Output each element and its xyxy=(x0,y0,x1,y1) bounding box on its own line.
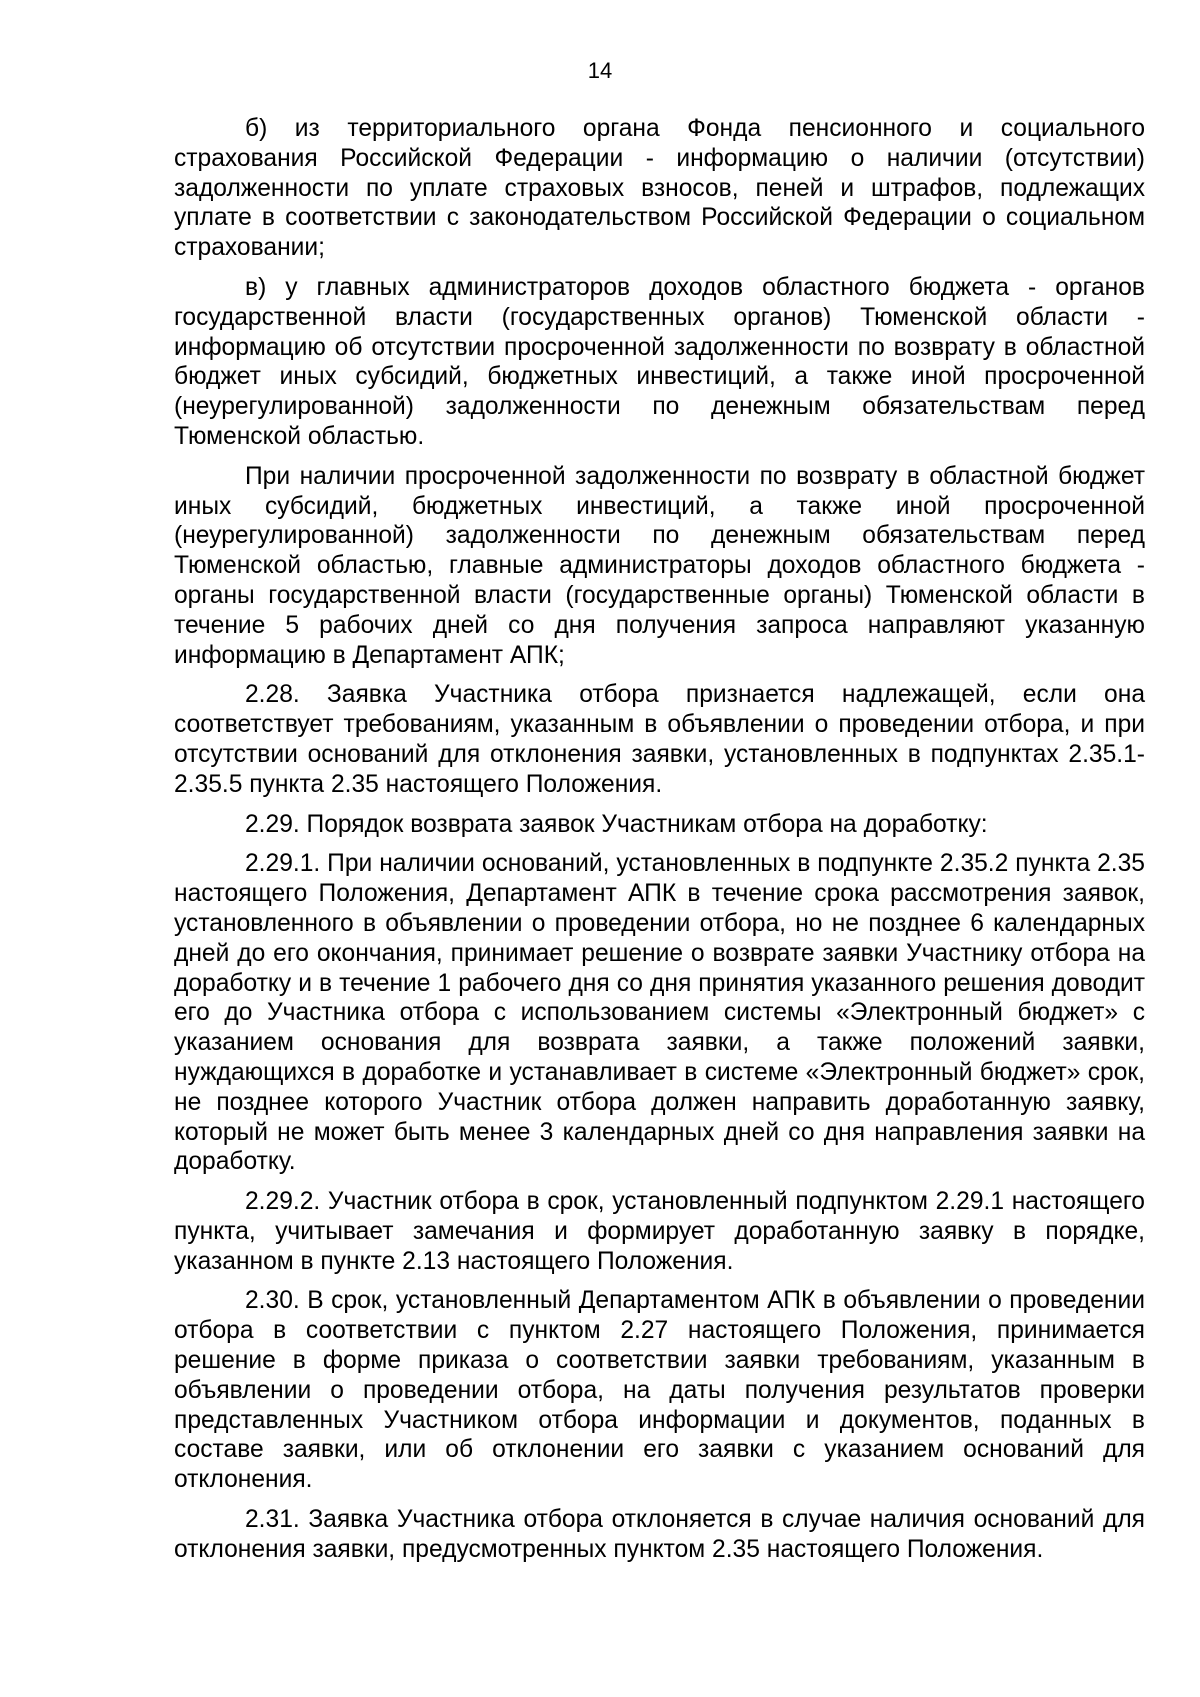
paragraph-2-29-1: 2.29.1. При наличии оснований, установленных в подпункте 2.35.2 пункта 2.35 настоящего Положения, Департамент АПК в течение срока рассмотрения заявок, установленного в объявлении о проведении отбора, но не позднее 6 календарных дней до его окончания, принимает решение о возврате заявки Участнику отбора на доработку и в течение 1 рабочего дня со дня принятия указанного решения доводит его до Участника отбора с использованием системы «Электронный бюджет» с указанием основания для возврата заявки, а также положений заявки, нуждающихся в доработке и устанавливает в системе «Электронный бюджет» срок, не позднее которого Участник отбора должен направить доработанную заявку, который не может быть менее 3 календарных дней со дня направления заявки на доработку. xyxy=(174,850,1145,1176)
paragraph-overdue-debt-procedure: При наличии просроченной задолженности по возврату в областной бюджет иных субсидий, бюджетных инвестиций, а также иной просроченной (неурегулированной) задолженности по денежным обязательствам перед Тюменской областью, главные администраторы доходов областного бюджета - органы государственной власти (государственные органы) Тюменской области в течение 5 рабочих дней со дня получения запроса направляют указанную информацию в Департамент АПК; xyxy=(174,462,1145,669)
paragraph-2-28: 2.28. Заявка Участника отбора признается надлежащей, если она соответствует требованиям, указанным в объявлении о проведении отбора, и при отсутствии оснований для отклонения заявки, установленных в подпунктах 2.35.1- 2.35.5 пункта 2.35 настоящего Положения. xyxy=(174,681,1145,798)
paragraph-2-31: 2.31. Заявка Участника отбора отклоняется в случае наличия оснований для отклонения заявки, предусмотренных пунктом 2.35 настоящего Положения. xyxy=(174,1506,1145,1563)
paragraph-v-budget-administrators-info: в) у главных администраторов доходов областного бюджета - органов государственной власти (государственных органов) Тюменской области - информацию об отсутствии просроченной задолженности по возврату в областной бюджет иных субсидий, бюджетных инвестиций, а также иной просроченной (неурегулированной) задолженности по денежным обязательствам перед Тюменской областью. xyxy=(174,273,1145,450)
document-body xyxy=(174,114,1145,1575)
paragraph-2-29: 2.29. Порядок возврата заявок Участникам отбора на доработку: xyxy=(245,810,988,838)
paragraph-2-29-2: 2.29.2. Участник отбора в срок, установленный подпунктом 2.29.1 настоящего пункта, учитывает замечания и формирует доработанную заявку в порядке, указанном в пункте 2.13 настоящего Положения. xyxy=(174,1188,1145,1275)
page-number: 14 xyxy=(587,58,613,83)
paragraph-b-pension-fund-info: б) из территориального органа Фонда пенсионного и социального страхования Российской Федерации - информацию о наличии (отсутствии) задолженности по уплате страховых взносов, пеней и штрафов, подлежащих уплате в соответствии с законодательством Российской Федерации о социальном страховании; xyxy=(174,115,1145,262)
paragraph-2-30: 2.30. В срок, установленный Департаментом АПК в объявлении о проведении отбора в соответствии с пунктом 2.27 настоящего Положения, принимается решение в форме приказа о соответствии заявки требованиям, указанным в объявлении о проведении отбора, на даты получения результатов проверки представленных Участником отбора информации и документов, поданных в составе заявки, или об отклонении его заявки с указанием оснований для отклонения. xyxy=(174,1287,1145,1494)
